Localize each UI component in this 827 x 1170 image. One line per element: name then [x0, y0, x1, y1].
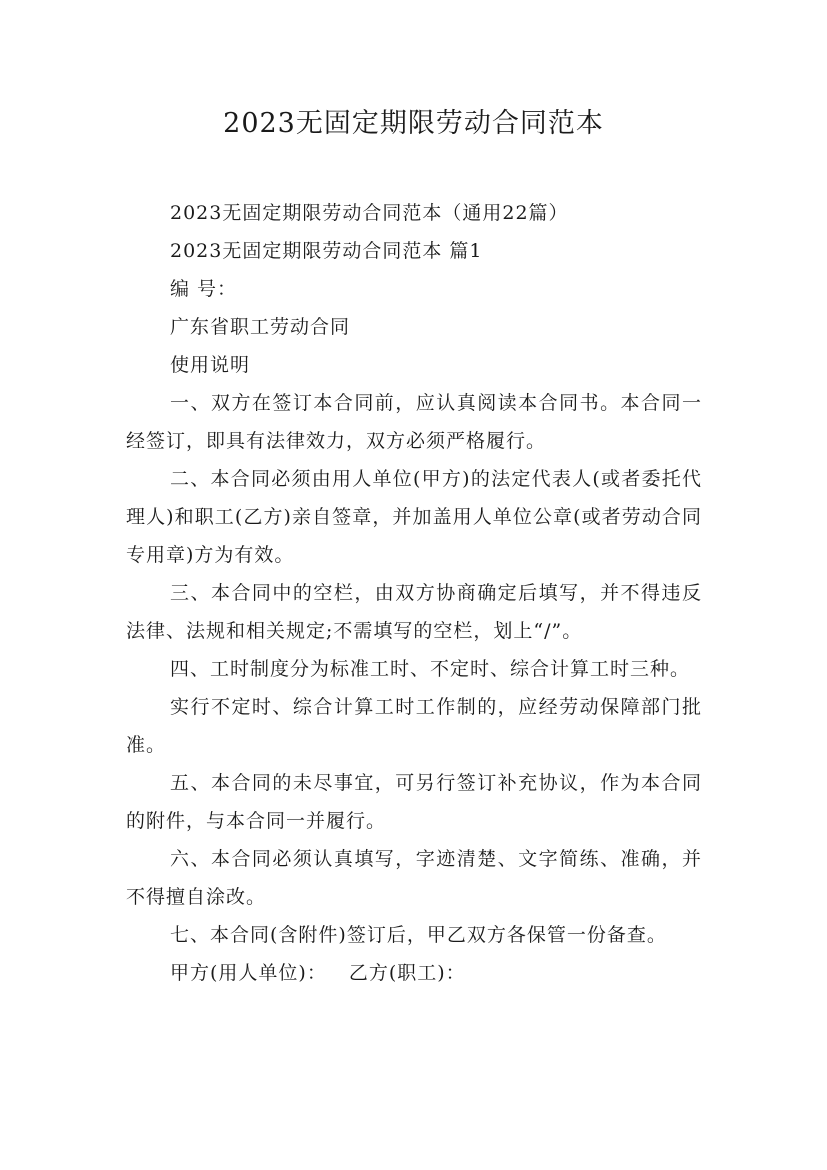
document-title: 2023无固定期限劳动合同范本: [223, 108, 604, 139]
party-a-label: 甲方(用人单位)：: [170, 962, 327, 984]
paragraph-item-6: 六、本合同必须认真填写，字迹清楚、文字简练、准确，并不得擅自涂改。: [126, 848, 702, 908]
paragraph-item-2: 二、本合同必须由用人单位(甲方)的法定代表人(或者委托代理人)和职工(乙方)亲自签章，并加盖用人单位公章(或者劳动合同专用章)方为有效。: [126, 468, 702, 566]
paragraph-item-4: 四、工时制度分为标准工时、不定时、综合计算工时三种。: [170, 658, 691, 680]
paragraph-item-7: 七、本合同(含附件)签订后，甲乙双方各保管一份备查。: [170, 924, 667, 946]
paragraph-item-5: 五、本合同的未尽事宜，可另行签订补充协议，作为本合同的附件，与本合同一并履行。: [126, 772, 702, 832]
paragraph-item-1: 一、双方在签订本合同前，应认真阅读本合同书。本合同一经签订，即具有法律效力，双方必须严格履行。: [126, 392, 702, 452]
paragraph-number-label: 编 号：: [170, 278, 238, 300]
paragraph-item-4-note: 实行不定时、综合计算工时工作制的，应经劳动保障部门批准。: [126, 696, 702, 756]
paragraph-subtitle: 2023无固定期限劳动合同范本（通用22篇）: [170, 202, 569, 224]
paragraph-usage-heading: 使用说明: [170, 354, 251, 376]
document-body: [126, 194, 702, 992]
paragraph-item-3: 三、本合同中的空栏，由双方协商确定后填写，并不得违反法律、法规和相关规定;不需填写的空栏，划上“/”。: [126, 582, 702, 642]
paragraph-section-heading: 2023无固定期限劳动合同范本 篇1: [170, 240, 483, 262]
paragraph-contract-name: 广东省职工劳动合同: [170, 316, 351, 338]
party-b-label: 乙方(职工)：: [348, 962, 466, 984]
signature-line: [126, 954, 702, 992]
